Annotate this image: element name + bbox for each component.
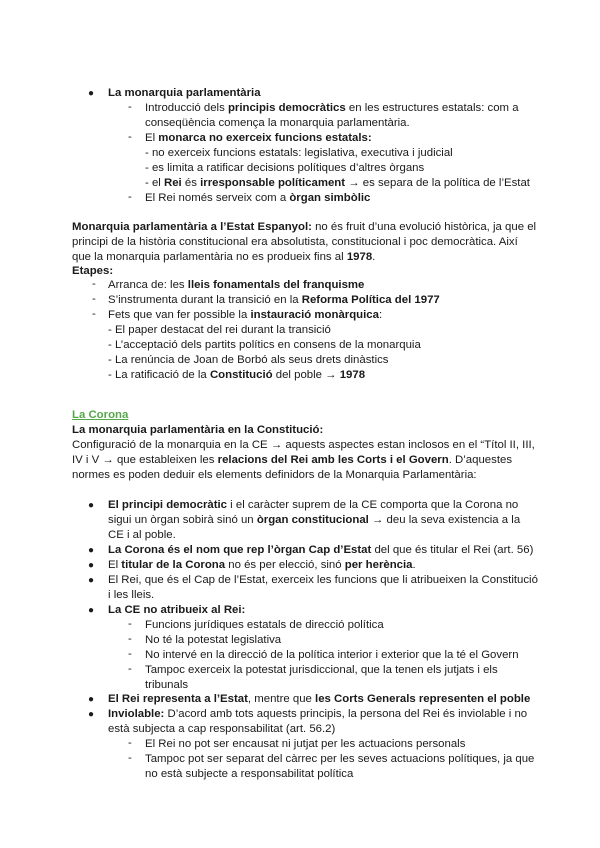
sub-item: - el Rei és irresponsable políticament → es separa de la política de l’Estat	[145, 177, 530, 189]
list-item: Tampoc pot ser separat del càrrec per les seves actuacions polítiques, ja que	[145, 753, 535, 765]
dash-marker: -	[92, 278, 96, 290]
list-item: No intervé en la direcció de la política interior i exterior que la té el Govern	[145, 649, 519, 661]
list-item: Introducció dels principis democràtics en les estructures estatals: com a	[145, 102, 519, 114]
bullet-item: Inviolable: D’acord amb tots aquests principis, la persona del Rei és inviolable i no	[108, 708, 528, 720]
list-item-cont: conseqüència comença la monarquia parlamentària.	[145, 117, 410, 129]
sub-item: - La ratificació de la Constitució del poble → 1978	[108, 369, 366, 381]
dash-marker: -	[128, 752, 132, 764]
paragraph-line: normes es poden deduir els elements definidors de la Monarquia Parlamentària:	[72, 469, 477, 481]
sub-item: - es limita a ratificar decisions polítiques d’altres òrgans	[145, 162, 425, 174]
bullet-item: El principi democràtic i el caràcter suprem de la CE comporta que la Corona no	[108, 499, 519, 511]
sub-item: - no exerceix funcions estatals: legislativa, executiva i judicial	[145, 147, 453, 159]
paragraph-line: IV i V → que estableixen les relacions del Rei amb les Corts i el Govern. D’aquestes	[72, 454, 513, 466]
dash-marker: -	[92, 293, 96, 305]
bullet-item: La Corona és el nom que rep l’òrgan Cap d’Estat del que és titular el Rei (art. 56)	[108, 544, 534, 556]
dash-marker: -	[92, 308, 96, 320]
bullet-dot: ●	[88, 500, 95, 511]
dash-marker: -	[128, 618, 132, 630]
list-item: Funcions jurídiques estatals de direcció política	[145, 619, 384, 631]
dash-marker: -	[128, 633, 132, 645]
bullet-item: La CE no atribueix al Rei:	[108, 604, 246, 616]
dash-marker: -	[128, 101, 132, 113]
list-item-cont: tribunals	[145, 679, 189, 691]
bullet-item-cont: CE i al poble.	[108, 529, 176, 541]
bullet-dot: ●	[88, 575, 95, 586]
corona-link[interactable]: La Corona	[72, 409, 129, 421]
dash-marker: -	[128, 191, 132, 203]
list-item: El Rei no pot ser encausat ni jutjat per les actuacions personals	[145, 738, 466, 750]
list-item: El Rei només serveix com a òrgan simbòlic	[145, 192, 371, 204]
bullet-dot: ●	[88, 605, 95, 616]
sub-item: - El paper destacat del rei durant la transició	[108, 324, 331, 336]
dash-marker: -	[128, 663, 132, 675]
bullet-dot: ●	[88, 88, 95, 99]
paragraph-line: que la monarquia parlamentària no es produeix fins al 1978.	[72, 251, 376, 263]
list-item: Arranca de: les lleis fonamentals del franquisme	[108, 279, 365, 291]
paragraph-line: Monarquia parlamentària a l’Estat Espanyol: no és fruit d’una evolució històrica, ja que el	[72, 221, 537, 233]
dash-marker: -	[128, 648, 132, 660]
bullet-item-cont: i les lleis.	[108, 589, 155, 601]
section-heading: La monarquia parlamentària	[108, 87, 261, 99]
sub-item: - L’acceptació dels partits polítics en consens de la monarquia	[108, 339, 421, 351]
list-item: Fets que van fer possible la instauració monàrquica:	[108, 309, 383, 321]
dash-marker: -	[128, 737, 132, 749]
bullet-item: El Rei representa a l’Estat, mentre que les Corts Generals representen el poble	[108, 693, 531, 705]
bullet-item: El Rei, que és el Cap de l’Estat, exerceix les funcions que li atribueixen la Constitució	[108, 574, 538, 586]
paragraph-line: principi de la història constitucional era absolutista, constitucional i poc democràtica. Així	[72, 236, 518, 248]
bullet-item: El titular de la Corona no és per elecció, sinó per herència.	[108, 559, 416, 571]
paragraph-line: Configuració de la monarquia en la CE → aquests aspectes estan inclosos en el “Títol II, III,	[72, 439, 535, 451]
dash-marker: -	[128, 131, 132, 143]
etapes-heading: Etapes:	[72, 265, 114, 277]
bullet-item-cont: està subjecta a cap responsabilitat (art. 56.2)	[108, 723, 336, 735]
list-item-cont: no està subjecte a responsabilitat política	[145, 768, 354, 780]
list-item: No té la potestat legislativa	[145, 634, 282, 646]
sub-item: - La renúncia de Joan de Borbó als seus drets dinàstics	[108, 354, 389, 366]
list-item: Tampoc exerceix la potestat jurisdiccional, que la tenen els jutjats i els	[145, 664, 498, 676]
corona-heading: La monarquia parlamentària en la Constitució:	[72, 424, 324, 436]
bullet-dot: ●	[88, 709, 95, 720]
bullet-item-cont: sigui un òrgan sobirà sinó un òrgan constitucional → deu la seva existencia a la	[108, 514, 521, 526]
list-item: El monarca no exerceix funcions estatals:	[145, 132, 372, 144]
bullet-dot: ●	[88, 694, 95, 705]
list-item: S’instrumenta durant la transició en la Reforma Política del 1977	[108, 294, 440, 306]
bullet-dot: ●	[88, 545, 95, 556]
bullet-dot: ●	[88, 560, 95, 571]
